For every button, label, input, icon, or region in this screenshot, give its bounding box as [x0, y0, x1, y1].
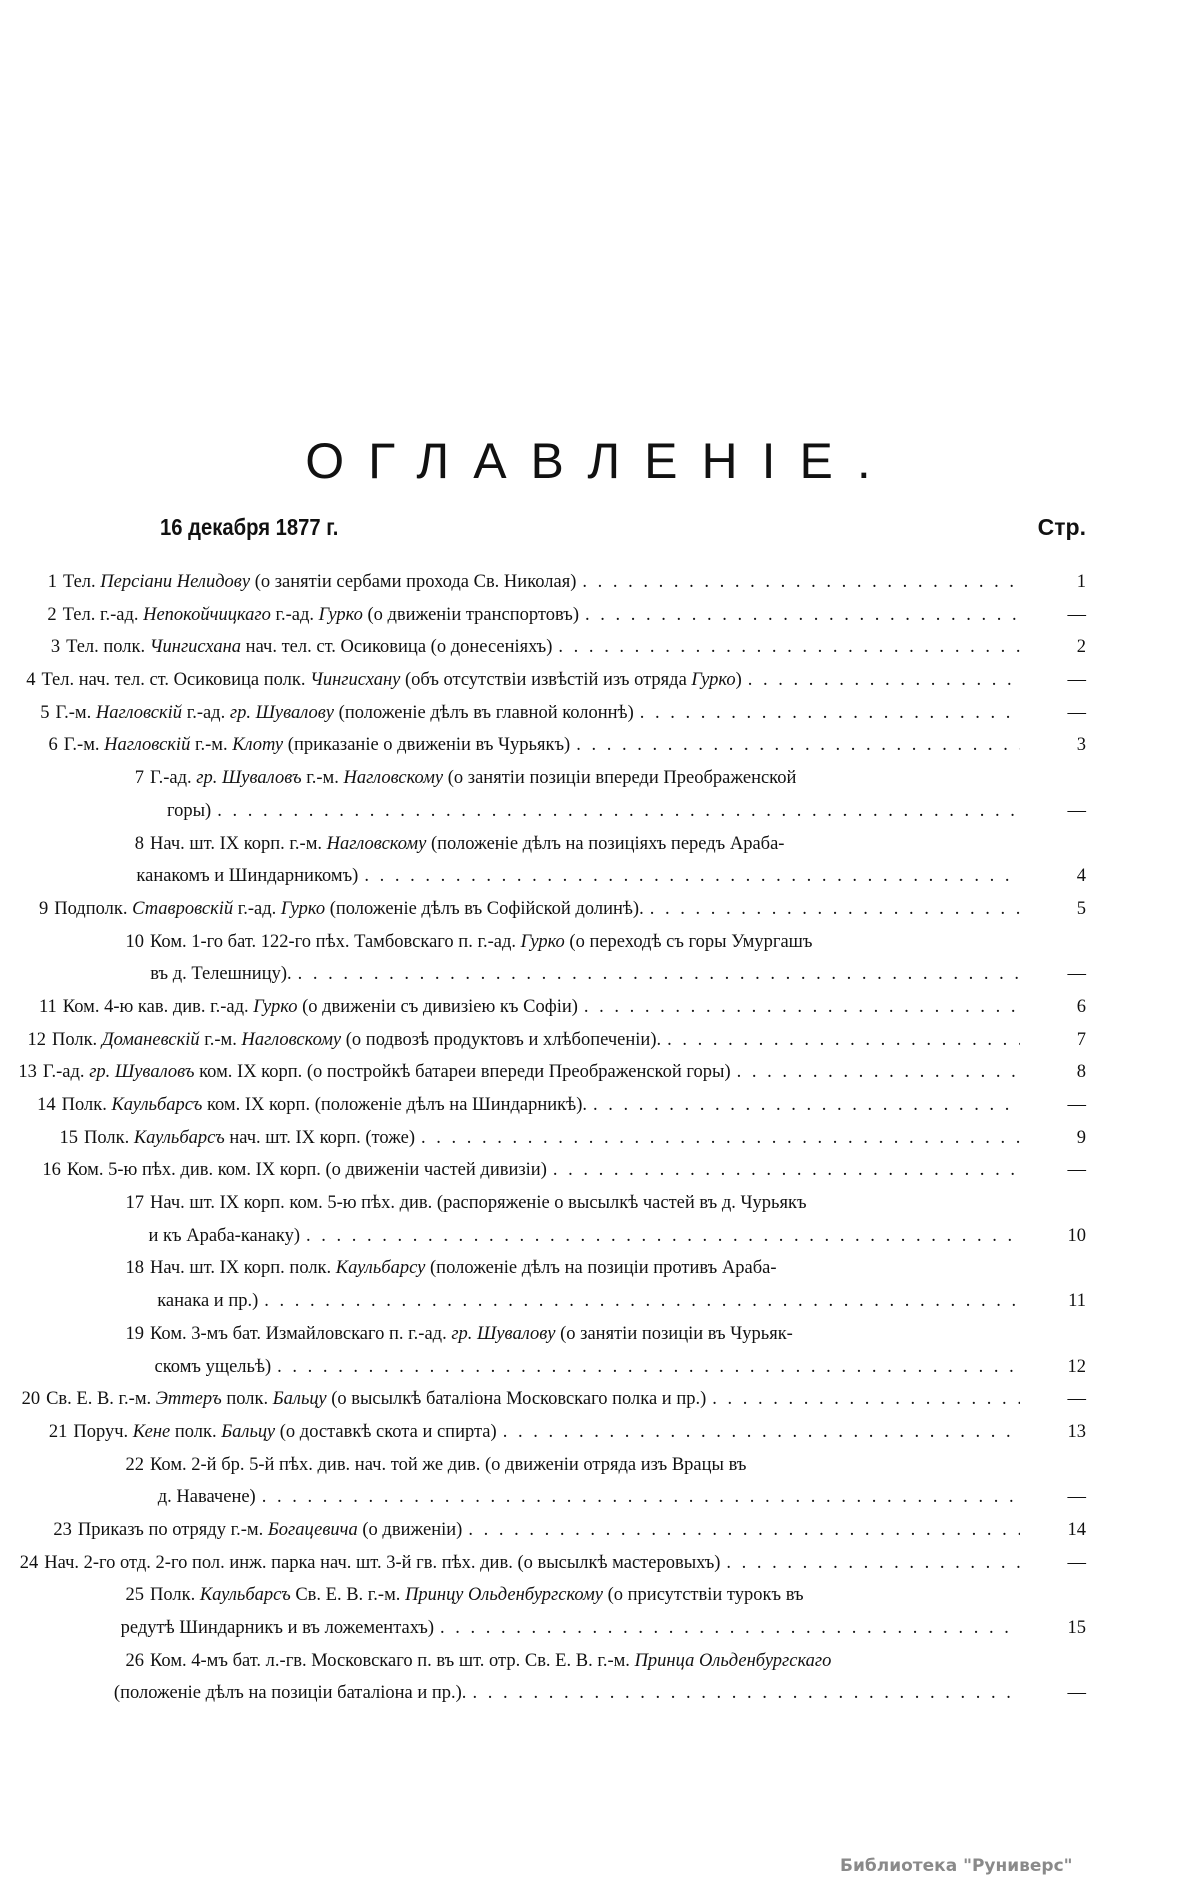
toc-entry-line: [0, 1089, 1086, 1122]
toc-entry-line: [0, 566, 1086, 599]
entry-text-segment: (положеніе дѣлъ на позиціи баталіона и пр.).: [113, 1683, 467, 1704]
entry-name: Нагловскій: [104, 735, 191, 756]
toc-entry-line: [0, 1416, 1086, 1449]
entry-name: Кене: [132, 1421, 171, 1442]
entry-text-segment: (приказаніе о движеніи въ Чурьякъ): [283, 735, 571, 756]
entry-text-segment: въ д. Телешницу).: [150, 964, 292, 985]
entry-name: Чингисхана: [149, 637, 242, 658]
entry-text-segment: Ком. 2-й бр. 5-й пѣх. див. нач. той же див. (о движеніи отряда изъ Врацы въ: [150, 1454, 747, 1475]
entry-text: [150, 1187, 807, 1220]
toc-entry-line: [0, 828, 1020, 861]
entry-text: [67, 1154, 547, 1187]
entry-number: 14: [37, 1095, 56, 1115]
toc-entry: [0, 828, 1200, 893]
dot-leader: [706, 1383, 1020, 1416]
entry-number: 24: [19, 1552, 39, 1573]
entry-page-number: —: [1067, 964, 1086, 985]
entry-text: [44, 1547, 720, 1580]
toc-entry-line: [0, 860, 1086, 893]
entry-text: [56, 697, 634, 730]
entry-name: Чингисхану: [310, 670, 401, 691]
entry-name: Нагловскій: [95, 702, 183, 723]
entry-name: Клоту: [232, 735, 284, 756]
toc-entry-line: [0, 1514, 1086, 1547]
dot-leader: [292, 958, 1020, 991]
entry-page-number: —: [1067, 1160, 1086, 1181]
entry-name: Нагловскому: [343, 768, 444, 789]
entry-page-number: 11: [1068, 1291, 1086, 1312]
toc-entry-line: [0, 1220, 1086, 1253]
toc-entry-line: [0, 1612, 1086, 1645]
entry-name: Персіани Нелидову: [100, 572, 251, 592]
entry-page-number: —: [1067, 702, 1086, 723]
entry-text-segment: Г.-м.: [63, 735, 105, 756]
toc-entry: [0, 1089, 1200, 1122]
entry-text-segment: Нач. шт. IX корп. г.-м.: [150, 833, 327, 854]
entry-text-segment: канакомъ и Шиндарникомъ): [136, 866, 359, 887]
entry-text-segment: (о занятіи сербами прохода Св. Николая): [250, 572, 577, 592]
entry-text: [46, 1383, 706, 1416]
entry-name: Доманевскій: [101, 1029, 200, 1050]
entry-text-segment: (объ отсутствіи извѣстій изъ отряда: [400, 670, 692, 691]
entry-text-segment: (о движеніи съ дивизіею къ Софіи): [297, 996, 578, 1017]
entry-text: [150, 1645, 831, 1678]
entry-text-segment: Поруч.: [73, 1421, 133, 1442]
entry-text: [63, 991, 578, 1024]
entry-number: 7: [134, 768, 144, 789]
entry-name: Каульбарсу: [335, 1258, 426, 1279]
toc-entry: [0, 1514, 1200, 1547]
entry-text-segment: Приказъ по отряду г.-м.: [77, 1519, 268, 1540]
toc-entry-line: [0, 1154, 1086, 1187]
entry-text-segment: Г.-ад.: [150, 768, 197, 789]
toc-entry-line: [0, 729, 1086, 762]
entry-text-segment: г.-ад.: [270, 604, 319, 625]
entry-text-segment: (положеніе дѣлъ въ главной колоннѣ): [334, 702, 634, 723]
dot-leader: [211, 795, 1020, 828]
toc-entry-line: [0, 958, 1086, 991]
dot-leader: [462, 1514, 1020, 1547]
toc-entry-line: [0, 926, 1020, 959]
entry-text-segment: г.-м.: [199, 1029, 242, 1050]
dot-leader: [547, 1154, 1020, 1187]
entry-text-segment: (о переходѣ съ горы Умургашъ: [564, 931, 813, 952]
toc-entry-line: [0, 599, 1086, 632]
entry-text-segment: (положеніе дѣлъ въ Софійской долинѣ).: [325, 898, 644, 919]
entry-name: Бальцу: [272, 1389, 327, 1410]
entry-text-segment: полк.: [170, 1421, 222, 1442]
entry-page-number: 4: [1076, 866, 1086, 887]
toc-entry-line: [0, 1056, 1086, 1089]
entry-number: 20: [21, 1389, 41, 1410]
entry-text-segment: редутѣ Шиндарникъ и въ ложементахъ): [120, 1618, 434, 1638]
entry-page-number: 2: [1076, 637, 1086, 658]
entry-text-segment: Ком. 5-ю пѣх. див. ком. IX корп. (о движеніи частей дивизіи): [66, 1160, 547, 1181]
toc-entry-line: [0, 1677, 1086, 1710]
dot-leader: [497, 1416, 1020, 1449]
entry-text-segment: Г.-м.: [55, 702, 96, 723]
toc-entry-line: [0, 1285, 1086, 1318]
entry-text-segment: (о высылкѣ баталіона Московскаго полка и пр.): [326, 1389, 707, 1410]
entry-text-segment: Ком. 3-мъ бат. Измайловскаго п. г.-ад.: [150, 1323, 452, 1344]
entry-name: гр. Шуваловъ: [196, 768, 302, 789]
entry-page-number: —: [1067, 1389, 1086, 1410]
entry-name: Каульбарсъ: [133, 1127, 225, 1148]
entry-text: [158, 1481, 256, 1514]
entry-text: [63, 566, 576, 599]
toc-entry-line: [0, 1122, 1086, 1155]
entry-number: 2: [47, 604, 57, 625]
entry-text-segment: полк.: [221, 1389, 273, 1410]
entry-text: [150, 958, 291, 991]
toc-entry: [0, 1383, 1200, 1416]
entry-number: 4: [26, 670, 36, 691]
entry-page-number: 8: [1076, 1062, 1086, 1083]
dot-leader: [579, 599, 1020, 632]
toc-entry: [0, 991, 1200, 1024]
dot-leader: [587, 1089, 1020, 1122]
entry-text-segment: Г.-ад.: [42, 1062, 90, 1083]
entry-page-number: —: [1067, 1683, 1086, 1704]
entry-text-segment: канака и пр.): [157, 1291, 259, 1312]
entry-page-number: 10: [1067, 1225, 1086, 1246]
toc-entry: [0, 893, 1200, 926]
toc-entry: [0, 599, 1200, 632]
entry-text-segment: ком. IX корп. (о постройкѣ батареи впереди Преображенской горы): [194, 1062, 731, 1083]
entry-text: [150, 1318, 793, 1351]
toc-entry: [0, 1547, 1200, 1580]
toc-entry: [0, 1449, 1200, 1514]
toc-entry: [0, 926, 1200, 991]
entry-number: 13: [18, 1062, 37, 1083]
toc-entry: [0, 1318, 1200, 1383]
entry-text-segment: (о движеніи): [357, 1519, 463, 1540]
toc-entry-line: [0, 664, 1086, 697]
entry-text-segment: Полк.: [61, 1095, 112, 1115]
entry-text: [157, 1285, 258, 1318]
entry-text-segment: ): [735, 670, 742, 691]
entry-name: Каульбарсъ: [199, 1585, 291, 1606]
entry-page-number: —: [1067, 1552, 1086, 1573]
toc-entry-line: [0, 1645, 1020, 1678]
entry-text-segment: (положеніе дѣлъ на позиціяхъ передъ Араба-: [426, 833, 785, 854]
dot-leader: [570, 729, 1020, 762]
entry-text-segment: д. Навачене): [157, 1487, 256, 1508]
entry-text-segment: Полк.: [51, 1029, 102, 1050]
toc-entry-line: [0, 1187, 1020, 1220]
toc-entry: [0, 631, 1200, 664]
entry-page-number: —: [1067, 670, 1086, 691]
toc-entry: [0, 566, 1200, 599]
entry-text: [150, 1579, 804, 1612]
entry-text: [150, 762, 796, 795]
entry-page-number: 6: [1076, 996, 1086, 1017]
entry-page-number: 9: [1076, 1127, 1086, 1148]
entry-text-segment: Нач. 2-го отд. 2-го пол. инж. парка нач. шт. 3-й гв. пѣх. див. (о высылкѣ мастеровыхъ): [44, 1552, 721, 1573]
library-watermark: Библиотека "Руниверс": [840, 1856, 1073, 1876]
toc-entry-line: [0, 991, 1086, 1024]
entry-text-segment: Тел.: [63, 572, 101, 592]
entry-page-number: 3: [1076, 735, 1086, 756]
toc-entry-line: [0, 762, 1020, 795]
dot-leader: [720, 1547, 1020, 1580]
entry-text: [73, 1416, 496, 1449]
entry-name: Каульбарсъ: [111, 1095, 203, 1115]
entry-text-segment: Нач. шт. IX корп. полк.: [150, 1258, 336, 1279]
dot-leader: [661, 1024, 1020, 1057]
entry-page-number: —: [1067, 1095, 1086, 1115]
entry-text-segment: нач. тел. ст. Осиковица (о донесеніяхъ): [241, 637, 553, 658]
entry-text: [114, 1677, 467, 1710]
entry-text-segment: Тел. нач. тел. ст. Осиковица полк.: [41, 670, 311, 691]
entry-number: 6: [48, 735, 58, 756]
entry-text-segment: (о занятіи позиціи впереди Преображенской: [443, 768, 797, 789]
entry-text-segment: Св. Е. В. г.-м.: [290, 1585, 406, 1606]
entry-number: 22: [125, 1454, 144, 1475]
entry-page-number: 12: [1067, 1356, 1086, 1377]
entry-name: Гурко: [520, 931, 565, 952]
section-date-heading: 16 декабря 1877 г.: [160, 514, 339, 540]
entry-text-segment: нач. шт. IX корп. (тоже): [224, 1127, 416, 1148]
table-of-contents: [0, 566, 1200, 1710]
entry-text: [121, 1612, 434, 1645]
entry-text: [136, 860, 358, 893]
entry-name: Принца Ольденбургскаго: [634, 1650, 832, 1671]
entry-text-segment: Подполк.: [54, 898, 133, 919]
entry-text: [150, 828, 784, 861]
entry-number: 16: [42, 1160, 61, 1181]
toc-entry: [0, 1122, 1200, 1155]
entry-name: Гурко: [253, 996, 298, 1017]
entry-text-segment: ком. IX корп. (положеніе дѣлъ на Шиндарникѣ).: [202, 1095, 587, 1115]
entry-text-segment: Полк.: [150, 1585, 200, 1606]
entry-page-number: —: [1067, 800, 1086, 821]
dot-leader: [434, 1612, 1020, 1645]
entry-number: 25: [125, 1585, 144, 1606]
entry-number: 12: [27, 1029, 46, 1050]
entry-text-segment: Ком. 4-мъ бат. л.-гв. Московскаго п. въ шт. отр. Св. Е. В. г.-м.: [150, 1650, 635, 1671]
entry-name: гр. Шувалову: [451, 1323, 556, 1344]
entry-number: 3: [50, 637, 61, 658]
entry-text: [54, 893, 643, 926]
entry-text: [63, 599, 579, 632]
entry-number: 8: [134, 833, 144, 854]
entry-text: [52, 1024, 661, 1057]
toc-entry: [0, 697, 1200, 730]
entry-text: [43, 1056, 731, 1089]
toc-entry-line: [0, 1449, 1020, 1482]
entry-number: 10: [125, 931, 144, 952]
dot-leader: [415, 1122, 1020, 1155]
dot-leader: [731, 1056, 1020, 1089]
toc-entry: [0, 1187, 1200, 1252]
entry-text-segment: Тел. полк.: [66, 637, 150, 658]
entry-text-segment: Полк.: [84, 1127, 134, 1148]
toc-entry-line: [0, 893, 1086, 926]
page-column-header: Стр.: [1037, 514, 1086, 540]
entry-number: 11: [38, 996, 57, 1017]
toc-entry-line: [0, 1481, 1086, 1514]
entry-text-segment: Ком. 1-го бат. 122-го пѣх. Тамбовскаго п. г.-ад.: [150, 931, 521, 952]
dot-leader: [742, 664, 1020, 697]
toc-entry-line: [0, 1579, 1020, 1612]
entry-text: [150, 1252, 776, 1285]
dot-leader: [258, 1285, 1020, 1318]
toc-entry: [0, 1154, 1200, 1187]
entry-number: 23: [53, 1519, 72, 1540]
entry-text-segment: (о присутствіи турокъ въ: [602, 1585, 804, 1606]
entry-text-segment: Тел. г.-ад.: [62, 604, 144, 625]
entry-text: [150, 926, 813, 959]
entry-number: 1: [47, 572, 57, 592]
toc-entry: [0, 1024, 1200, 1057]
entry-page-number: 15: [1067, 1618, 1086, 1638]
entry-text: [149, 1220, 300, 1253]
entry-text: [62, 1089, 587, 1122]
entry-text: [167, 795, 211, 828]
entry-text: [155, 1351, 272, 1384]
entry-name: гр. Шувалову: [229, 702, 335, 723]
entry-page-number: —: [1067, 604, 1086, 625]
entry-text: [64, 729, 570, 762]
entry-name: Гурко: [280, 898, 326, 919]
toc-entry-line: [0, 1252, 1020, 1285]
entry-page-number: —: [1067, 1487, 1086, 1508]
entry-text: [150, 1449, 746, 1482]
toc-entry: [0, 1416, 1200, 1449]
entry-name: Ставровскій: [132, 898, 234, 919]
entry-text-segment: г.-м.: [301, 768, 344, 789]
entry-page-number: 13: [1067, 1421, 1086, 1442]
entry-page-number: 5: [1076, 898, 1086, 919]
entry-text-segment: (о занятіи позиціи въ Чурьяк-: [555, 1323, 793, 1344]
entry-text: [78, 1514, 462, 1547]
dot-leader: [300, 1220, 1020, 1253]
entry-name: Гурко: [691, 670, 736, 691]
toc-entry: [0, 664, 1200, 697]
entry-name: Нагловскому: [326, 833, 427, 854]
dot-leader: [271, 1351, 1020, 1384]
entry-text-segment: (о подвозѣ продуктовъ и хлѣбопеченіи).: [341, 1029, 662, 1050]
entry-name: Богацевича: [267, 1519, 358, 1540]
entry-name: Эттеръ: [155, 1389, 222, 1410]
entry-page-number: 14: [1067, 1519, 1086, 1540]
entry-name: Принцу Ольденбургскому: [405, 1585, 603, 1606]
entry-name: Непокойчицкаго: [143, 604, 271, 625]
toc-entry-line: [0, 697, 1086, 730]
toc-entry: [0, 762, 1200, 827]
entry-text-segment: (о доставкѣ скота и спирта): [275, 1421, 497, 1442]
entry-number: 21: [48, 1421, 68, 1442]
entry-text: [84, 1122, 415, 1155]
toc-entry: [0, 1645, 1200, 1710]
entry-number: 26: [125, 1650, 144, 1671]
toc-entry-line: [0, 1351, 1086, 1384]
dot-leader: [578, 991, 1020, 1024]
dot-leader: [634, 697, 1020, 730]
entry-text-segment: г.-ад.: [233, 898, 281, 919]
entry-text-segment: г.-м.: [190, 735, 233, 756]
toc-entry-line: [0, 1383, 1086, 1416]
entry-number: 15: [59, 1127, 79, 1148]
entry-number: 17: [125, 1193, 144, 1214]
dot-leader: [466, 1677, 1020, 1710]
dot-leader: [358, 860, 1020, 893]
entry-number: 19: [125, 1323, 144, 1344]
entry-text-segment: горы): [167, 800, 212, 821]
entry-text-segment: (положеніе дѣлъ на позиціи противъ Араба-: [425, 1258, 777, 1279]
entry-text-segment: Ком. 4-ю кав. див. г.-ад.: [62, 996, 254, 1017]
dot-leader: [256, 1481, 1020, 1514]
toc-entry: [0, 729, 1200, 762]
dot-leader: [576, 566, 1020, 599]
entry-text-segment: Св. Е. В. г.-м.: [46, 1389, 156, 1410]
entry-text-segment: г.-ад.: [182, 702, 230, 723]
page-title: ОГЛАВЛЕНІЕ.: [305, 433, 895, 489]
entry-page-number: 1: [1076, 572, 1086, 592]
toc-entry-line: [0, 795, 1086, 828]
entry-text-segment: (о движеніи транспортовъ): [362, 604, 579, 625]
entry-text: [66, 631, 552, 664]
entry-name: Нагловскому: [241, 1029, 342, 1050]
toc-entry-line: [0, 631, 1086, 664]
dot-leader: [552, 631, 1020, 664]
entry-page-number: 7: [1076, 1029, 1086, 1050]
entry-text: [41, 664, 741, 697]
entry-name: Бальцу: [221, 1421, 276, 1442]
entry-number: 9: [38, 898, 49, 919]
entry-number: 5: [40, 702, 50, 723]
toc-entry: [0, 1579, 1200, 1644]
toc-entry-line: [0, 1318, 1020, 1351]
entry-text-segment: Нач. шт. IX корп. ком. 5-ю пѣх. див. (распоряженіе о высылкѣ частей въ д. Чурьякъ: [150, 1193, 807, 1214]
entry-name: гр. Шуваловъ: [89, 1062, 195, 1083]
entry-name: Гурко: [318, 604, 363, 625]
entry-text-segment: и къ Араба-канаку): [148, 1225, 301, 1246]
entry-number: 18: [125, 1258, 144, 1279]
toc-entry: [0, 1252, 1200, 1317]
entry-text-segment: скомъ ущельѣ): [154, 1356, 272, 1377]
dot-leader: [644, 893, 1020, 926]
toc-entry: [0, 1056, 1200, 1089]
toc-entry-line: [0, 1547, 1086, 1580]
toc-entry-line: [0, 1024, 1086, 1057]
